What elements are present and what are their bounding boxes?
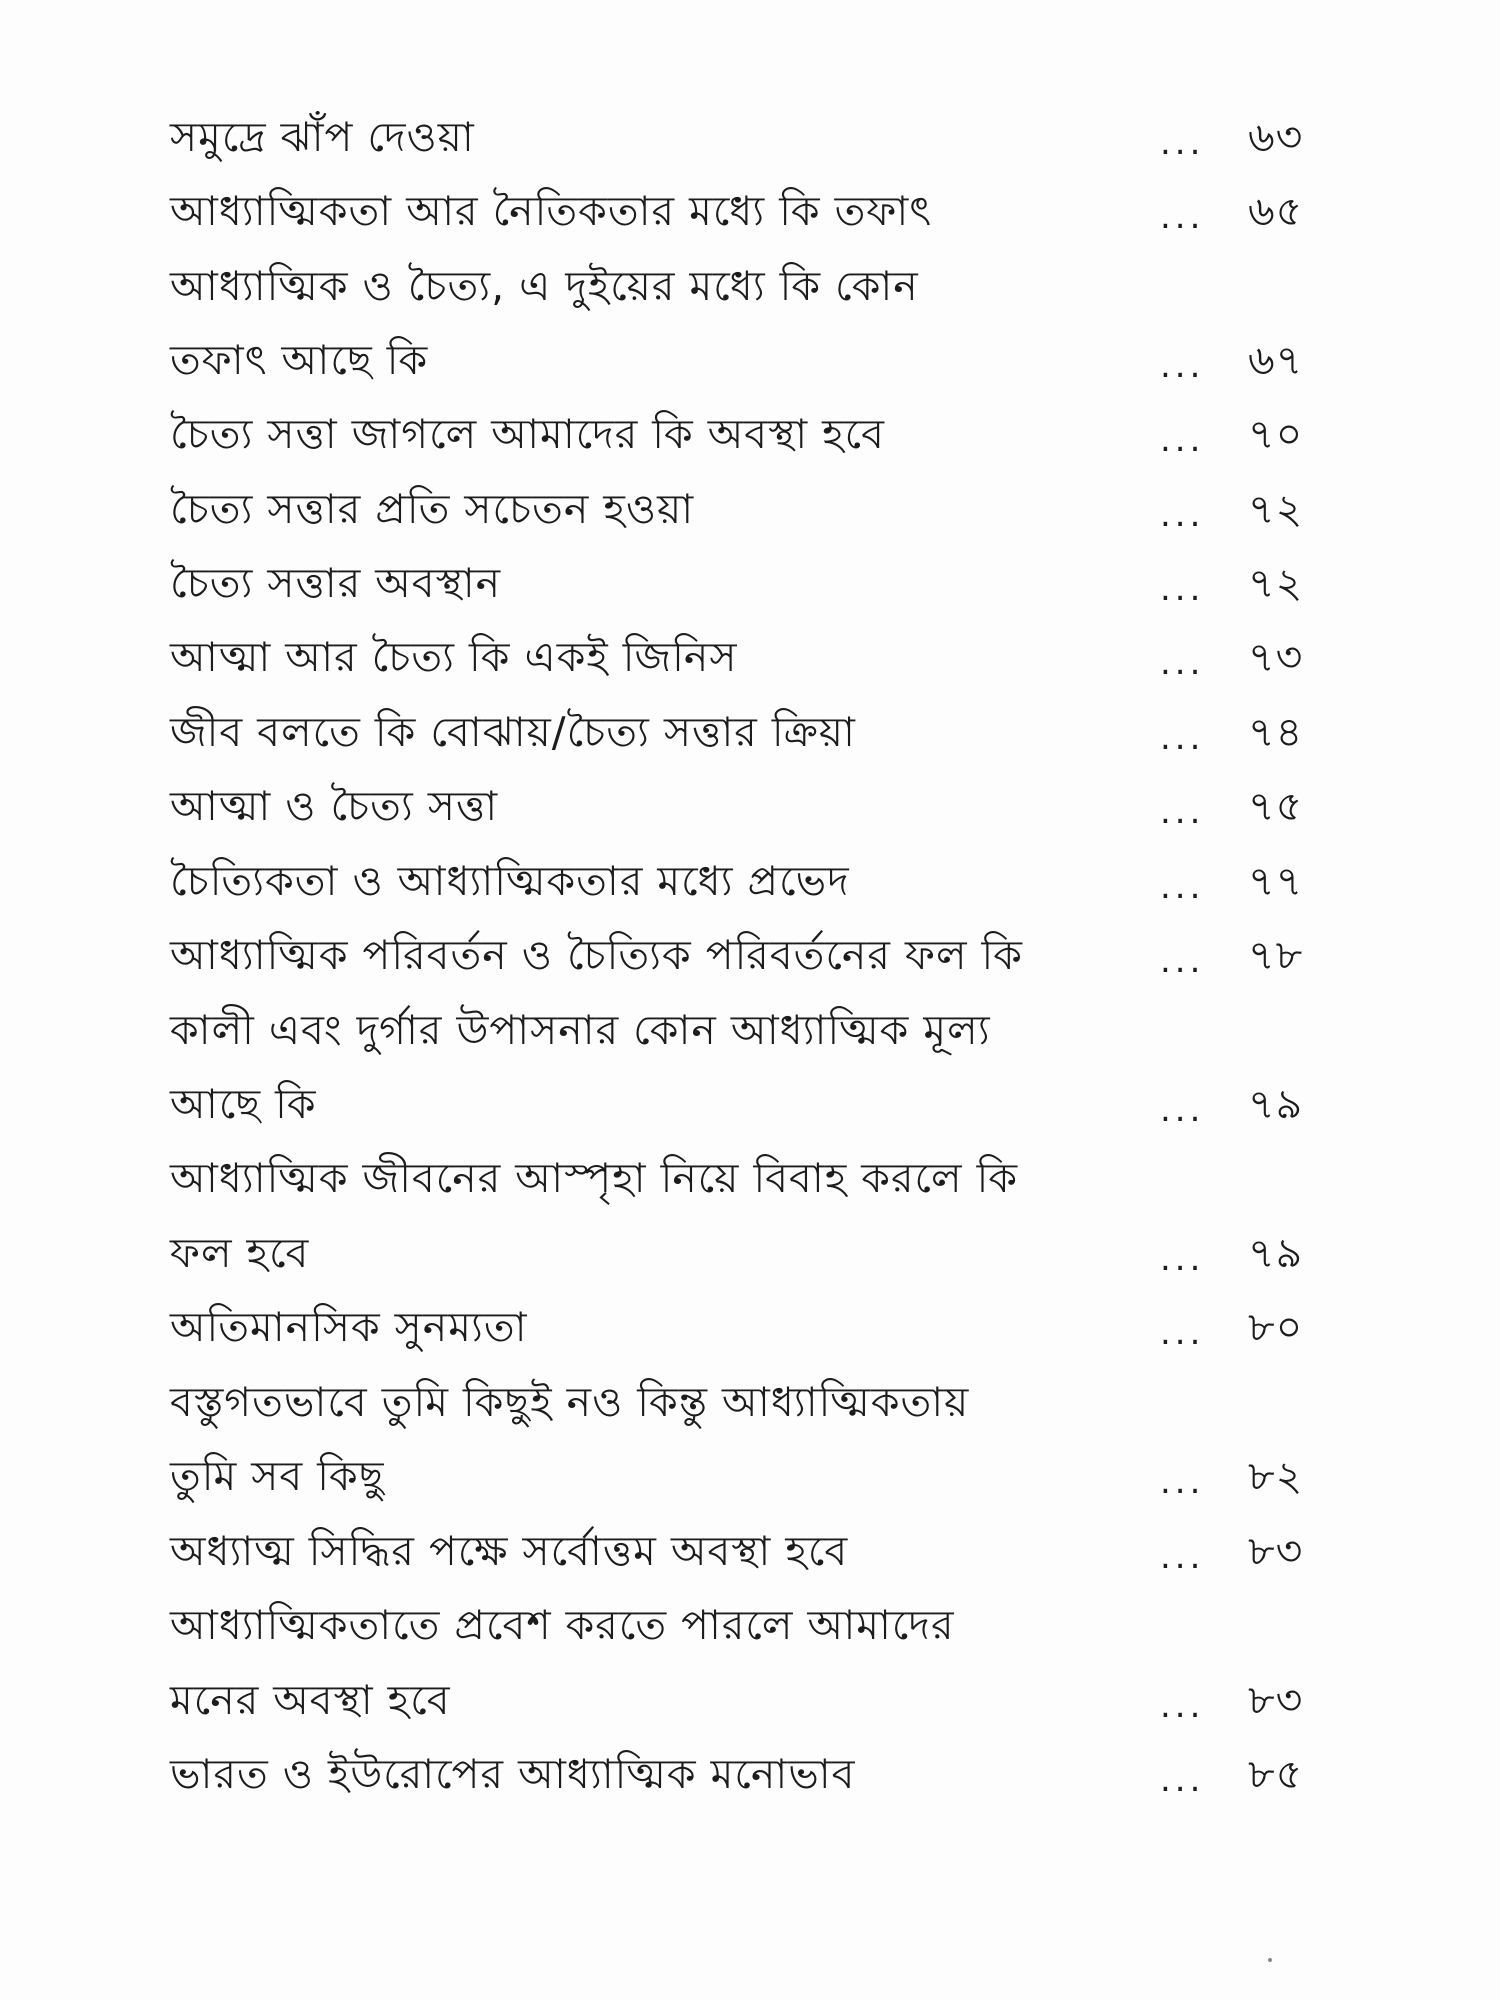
toc-entry-continued xyxy=(170,1366,1350,1438)
toc-entry-title: সমুদ্রে ঝাঁপ দেওয়া xyxy=(170,113,475,161)
toc-leader-dots: ... xyxy=(1160,718,1205,758)
toc-entry xyxy=(170,101,1350,173)
toc-entry xyxy=(170,845,1350,917)
toc-leader-dots: ... xyxy=(1160,1313,1205,1353)
toc-leader-dots: ... xyxy=(1160,792,1205,832)
toc-page-number: ৬৩ xyxy=(1248,113,1304,161)
toc-entry-title: চৈত্যিকতা ও আধ্যাত্মিকতার মধ্যে প্রভেদ xyxy=(170,857,850,905)
toc-leader-dots: ... xyxy=(1160,420,1205,460)
toc-page-number: ৮৫ xyxy=(1248,1750,1304,1798)
toc-page-number: ৭৯ xyxy=(1248,1229,1304,1277)
toc-entry-title: বস্তুগতভাবে তুমি কিছুই নও কিন্তু আধ্যাত্মিকতায় xyxy=(170,1378,970,1426)
toc-entry-title: অধ্যাত্ম সিদ্ধির পক্ষে সর্বোত্তম অবস্থা হবে xyxy=(170,1527,849,1575)
toc-entry-title: জীব বলতে কি বোঝায়/চৈত্য সত্তার ক্রিয়া xyxy=(170,708,856,756)
toc-entry-title: আধ্যাত্মিক ও চৈত্য, এ দুইয়ের মধ্যে কি কোন xyxy=(170,262,919,310)
toc-entry-continued xyxy=(170,250,1350,322)
toc-entry-title: আধ্যাত্মিক পরিবর্তন ও চৈত্যিক পরিবর্তনের ফল কি xyxy=(170,931,1023,979)
toc-entry-continued xyxy=(170,1142,1350,1214)
toc-entry xyxy=(170,696,1350,768)
toc-entry xyxy=(170,1440,1350,1512)
toc-page-number: ৮৩ xyxy=(1248,1527,1304,1575)
toc-entry-title: চৈত্য সত্তা জাগলে আমাদের কি অবস্থা হবে xyxy=(170,410,885,458)
toc-entry xyxy=(170,547,1350,619)
toc-page-number: ৭৭ xyxy=(1248,857,1304,905)
toc-page-number: ৭২ xyxy=(1248,559,1304,607)
toc-entry xyxy=(170,473,1350,545)
toc-entry-title: আত্মা ও চৈত্য সত্তা xyxy=(170,782,499,830)
toc-entry xyxy=(170,1515,1350,1587)
toc-entry-title: অতিমানসিক সুনম্যতা xyxy=(170,1303,528,1351)
toc-entry xyxy=(170,1738,1350,1810)
toc-entry xyxy=(170,770,1350,842)
toc-entry xyxy=(170,1068,1350,1140)
toc-page-number: ৭৩ xyxy=(1248,633,1304,681)
toc-entry xyxy=(170,324,1350,396)
toc-entry xyxy=(170,398,1350,470)
toc-entry-title: ভারত ও ইউরোপের আধ্যাত্মিক মনোভাব xyxy=(170,1750,856,1798)
toc-leader-dots: ... xyxy=(1160,1537,1205,1577)
toc-leader-dots: ... xyxy=(1160,1760,1205,1800)
toc-entry xyxy=(170,1664,1350,1736)
toc-entry-title: তফাৎ আছে কি xyxy=(170,336,429,384)
toc-leader-dots: ... xyxy=(1160,941,1205,981)
toc-page-number: ৮০ xyxy=(1248,1303,1304,1351)
toc-page-number: ৬৫ xyxy=(1248,187,1304,235)
toc-leader-dots: ... xyxy=(1160,1090,1205,1130)
toc-entry-title: আধ্যাত্মিকতা আর নৈতিকতার মধ্যে কি তফাৎ xyxy=(170,187,933,235)
toc-leader-dots: ... xyxy=(1160,569,1205,609)
toc-leader-dots: ... xyxy=(1160,1462,1205,1502)
toc-entry-continued xyxy=(170,994,1350,1066)
toc-entry xyxy=(170,175,1350,247)
toc-leader-dots: ... xyxy=(1160,643,1205,683)
toc-entry xyxy=(170,1217,1350,1289)
toc-page-number: ৭২ xyxy=(1248,485,1304,533)
toc-entry xyxy=(170,919,1350,991)
toc-entry-title: কালী এবং দুর্গার উপাসনার কোন আধ্যাত্মিক মূল্য xyxy=(170,1006,991,1054)
toc-page-number: ৭৮ xyxy=(1248,931,1304,979)
toc-entry-title: তুমি সব কিছু xyxy=(170,1452,385,1500)
toc-entry xyxy=(170,621,1350,693)
toc-page-number: ৭৯ xyxy=(1248,1080,1304,1128)
toc-entry-title: মনের অবস্থা হবে xyxy=(170,1676,451,1724)
toc-page-number: ৬৭ xyxy=(1248,336,1304,384)
toc-page-number: ৭৫ xyxy=(1248,782,1304,830)
toc-entry-title: চৈত্য সত্তার অবস্থান xyxy=(170,559,502,607)
toc-leader-dots: ... xyxy=(1160,346,1205,386)
toc-leader-dots: ... xyxy=(1160,1239,1205,1279)
toc-leader-dots: ... xyxy=(1160,1686,1205,1726)
toc-entry-title: আত্মা আর চৈত্য কি একই জিনিস xyxy=(170,633,738,681)
toc-page-number: ৮২ xyxy=(1248,1452,1304,1500)
toc-entry-title: আছে কি xyxy=(170,1080,317,1128)
toc-leader-dots: ... xyxy=(1160,867,1205,907)
toc-page-number: ৮৩ xyxy=(1248,1676,1304,1724)
toc-page-number: ৭৪ xyxy=(1248,708,1304,756)
toc-entry-title: চৈত্য সত্তার প্রতি সচেতন হওয়া xyxy=(170,485,695,533)
toc-entry-title: ফল হবে xyxy=(170,1229,310,1277)
toc-entry xyxy=(170,1291,1350,1363)
toc-leader-dots: ... xyxy=(1160,197,1205,237)
toc-entry-title: আধ্যাত্মিক জীবনের আস্পৃহা নিয়ে বিবাহ করলে কি xyxy=(170,1154,1019,1202)
toc-entry-title: আধ্যাত্মিকতাতে প্রবেশ করতে পারলে আমাদের xyxy=(170,1601,955,1649)
toc-leader-dots: ... xyxy=(1160,495,1205,535)
toc-page-number: ৭০ xyxy=(1248,410,1304,458)
paper-speck xyxy=(1268,1958,1272,1962)
toc-entry-continued xyxy=(170,1589,1350,1661)
toc-leader-dots: ... xyxy=(1160,123,1205,163)
